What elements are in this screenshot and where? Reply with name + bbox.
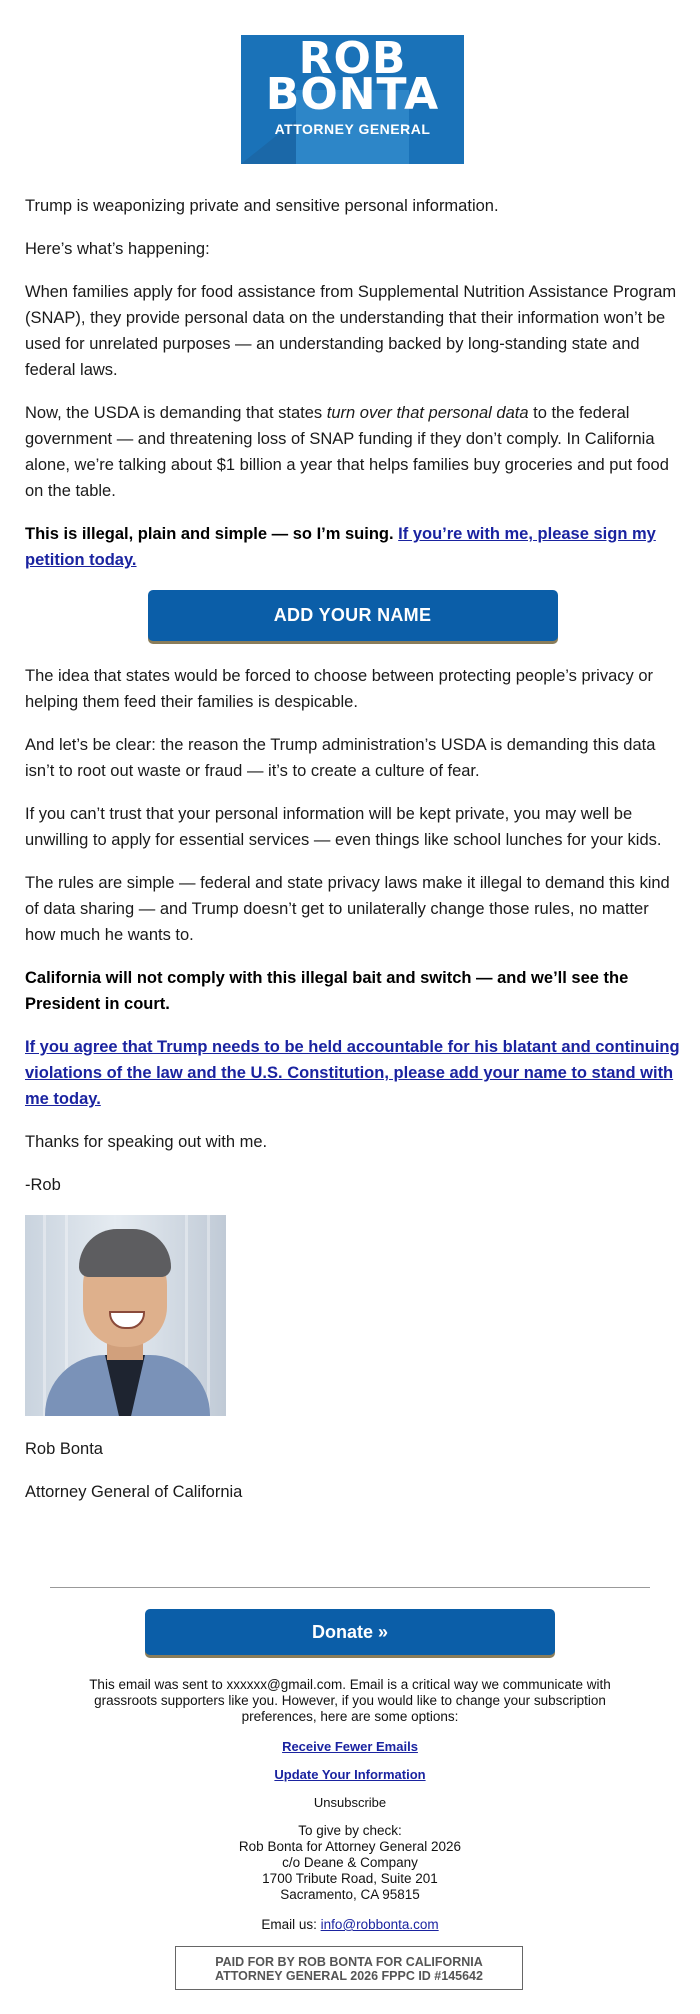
paid-for-disclaimer [175, 1946, 523, 1990]
logo-line-2: BONTA [265, 69, 440, 120]
check-label: To give by check: [298, 1823, 402, 1838]
paragraph-suing [25, 521, 680, 573]
paragraph-culture-of-fear: And let’s be clear: the reason the Trump administration’s USDA is demanding this data isn’t to root out waste or fraud — it’s to create a culture of fear. [25, 736, 656, 780]
paragraph-accountable [25, 1034, 680, 1112]
cta-row [25, 590, 680, 641]
add-name-link[interactable]: If you agree that Trump needs to be held accountable for his blatant and continuing violations of the law and the U.S. Constitution, please add your name to stand with me today. [25, 1038, 680, 1108]
footer-divider [50, 1587, 650, 1588]
subscription-notice: This email was sent to xxxxxx@gmail.com. Email is a critical way we communicate with grassroots supporters like you. However, if you would like to change your subscription preferences, here are some options: [89, 1677, 611, 1724]
p4-text-end: to the federal government — and threatening loss of SNAP funding if they don’t comply. In California alone, we’re talking about $1 billion a year that helps families buy groceries and put food on the table. [25, 404, 669, 500]
logo-line-1: ROB [298, 35, 407, 84]
p4-italic: turn over that personal data [326, 404, 529, 422]
logo-line-3: ATTORNEY GENERAL [274, 121, 431, 137]
unsubscribe-link[interactable]: Unsubscribe [313, 1795, 387, 1810]
paragraph-usda-demand [25, 400, 680, 504]
disclaimer-line-2: ATTORNEY GENERAL 2026 FPPC ID #145642 [215, 1969, 483, 1983]
signature-name: Rob Bonta [25, 1440, 103, 1458]
receive-fewer-emails-link[interactable]: Receive Fewer Emails [282, 1739, 418, 1754]
paragraph-trust: If you can’t trust that your personal information will be kept private, you may well be unwilling to apply for essential services — even things like school lunches for your kids. [25, 805, 662, 849]
paragraph-despicable: The idea that states would be forced to choose between protecting people’s privacy or helping them feed their families is despicable. [25, 667, 653, 711]
paragraph-intro: Trump is weaponizing private and sensitive personal information. [25, 197, 499, 215]
email-body [25, 193, 680, 1522]
address-line: c/o Deane & Company [282, 1855, 418, 1870]
paragraph-signoff: -Rob [25, 1176, 61, 1194]
p4-text: Now, the USDA is demanding that states [25, 404, 327, 422]
signature-title: Attorney General of California [25, 1483, 243, 1501]
photo-background-stripe [43, 1215, 46, 1416]
disclaimer-line-1: PAID FOR BY ROB BONTA FOR CALIFORNIA [215, 1955, 483, 1969]
contact-email-link[interactable]: info@robbonta.com [320, 1917, 439, 1932]
paragraph-heres-whats-happening: Here’s what’s happening: [25, 240, 210, 258]
footer [75, 1677, 625, 1933]
update-info-row [75, 1767, 625, 1783]
rob-bonta-logo[interactable] [241, 35, 464, 164]
paragraph-will-not-comply: California will not comply with this illegal bait and switch — and we’ll see the President in court. [25, 969, 629, 1013]
address-line: Sacramento, CA 95815 [280, 1887, 420, 1902]
photo-background-stripe [207, 1215, 210, 1416]
fewer-emails-row [75, 1739, 625, 1755]
mailing-address [75, 1823, 625, 1903]
paragraph-snap-data: When families apply for food assistance from Supplemental Nutrition Assistance Program (SNAP), they provide personal data on the understanding that their information won’t be used for unrelated purposes — an understanding backed by long-standing state and federal laws. [25, 283, 677, 379]
contact-email-row [75, 1917, 625, 1933]
rob-bonta-photo [25, 1215, 226, 1416]
sign-petition-link[interactable]: If you’re with me, please sign my petition today. [25, 525, 656, 569]
paragraph-rules: The rules are simple — federal and state privacy laws make it illegal to demand this kind of data sharing — and Trump doesn’t get to unilaterally change those rules, no matter how much he wants to. [25, 874, 670, 944]
address-line: 1700 Tribute Road, Suite 201 [262, 1871, 438, 1886]
add-your-name-button[interactable]: ADD YOUR NAME [148, 590, 558, 641]
paragraph-thanks: Thanks for speaking out with me. [25, 1133, 268, 1151]
photo-hair [79, 1229, 171, 1277]
email-label: Email us: [261, 1917, 321, 1932]
donate-button[interactable]: Donate » [145, 1609, 555, 1655]
suing-text: This is illegal, plain and simple — so I’m suing. [25, 525, 399, 543]
update-your-information-link[interactable]: Update Your Information [274, 1767, 426, 1782]
address-line: Rob Bonta for Attorney General 2026 [238, 1839, 462, 1854]
